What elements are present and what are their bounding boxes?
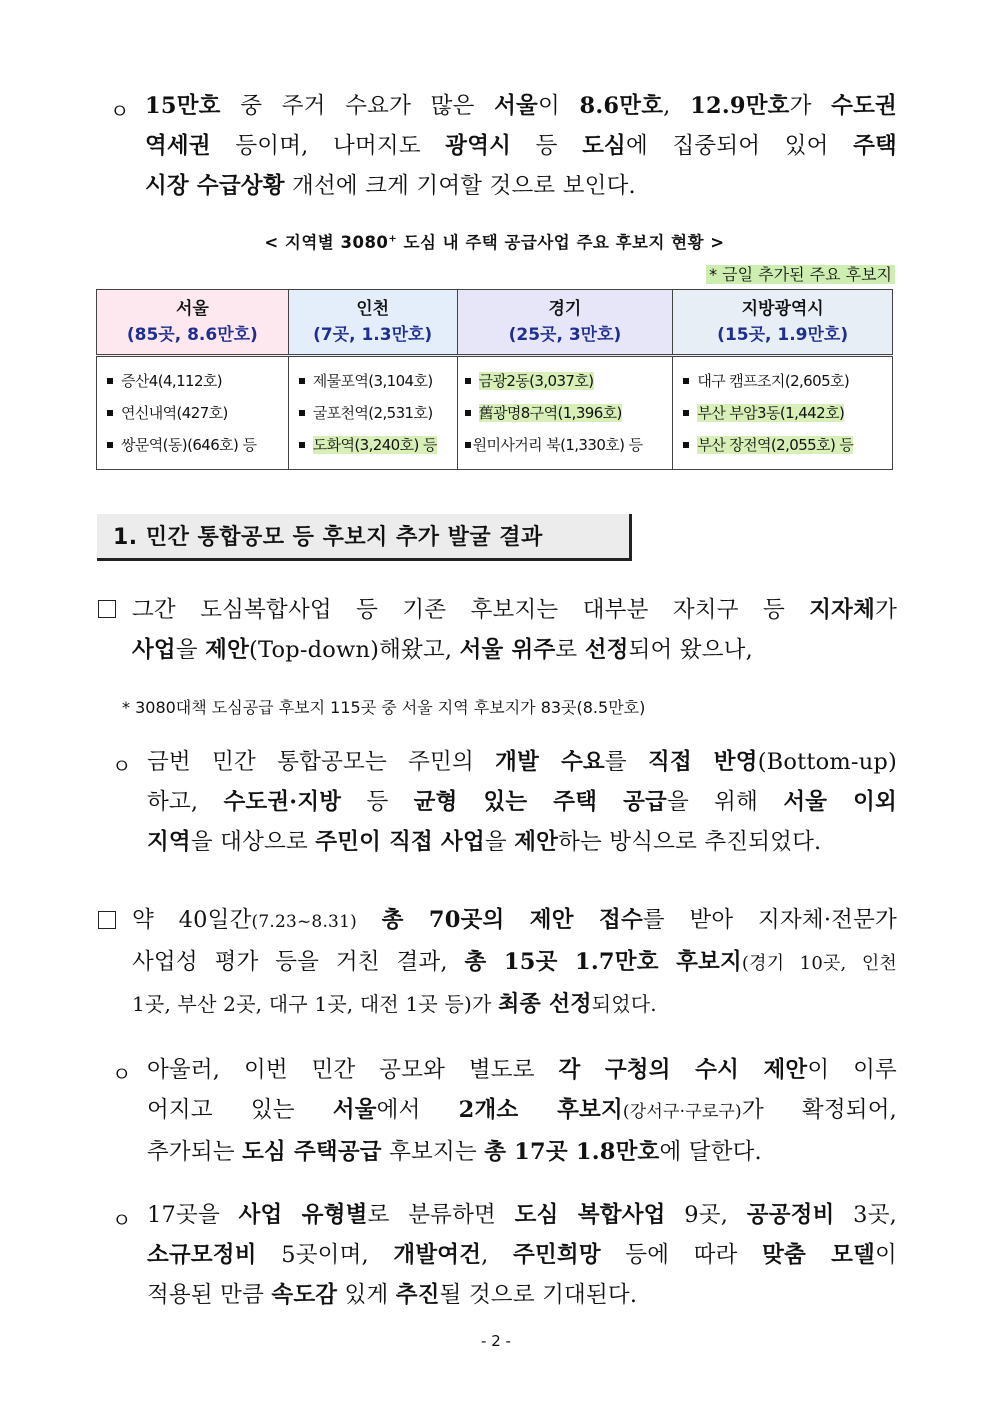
list-item: 쌍문역(동)(646호) 등	[105, 429, 288, 461]
p4-line-1: 아울러, 이번 민간 공모와 별도로 각 구청의 수시 제안이 이루	[147, 1057, 897, 1083]
p1-line-2: 사업을 제안(Top-down)해왔고, 서울 위주로 선정되어 왔으나,	[132, 637, 753, 663]
list-item: 금광2동(3,037호)	[463, 365, 673, 397]
cell-gyeonggi	[457, 356, 673, 470]
p2-line-2: 하고, 수도권·지방 등 균형 있는 주택 공급을 위해 서울 이외	[147, 789, 897, 815]
section-header	[97, 514, 632, 561]
cell-incheon	[288, 356, 457, 470]
cell-metro	[673, 356, 893, 470]
list-item: 대구 캠프조지(2,605호)	[681, 365, 892, 397]
region-table	[96, 289, 893, 470]
list-item: 굴포천역(2,531호)	[297, 397, 457, 429]
bullet-circle: ㅇ	[110, 99, 130, 123]
p4-line-2: 어지고 있는 서울에서 2개소 후보지(강서구·구로구)가 확정되어,	[147, 1097, 897, 1123]
header-gyeonggi: 경기 (25곳, 3만호)	[457, 290, 673, 356]
paragraph-3	[132, 900, 897, 1024]
p3-line-2: 사업성 평가 등을 거친 결과, 총 15곳 1.7만호 후보지(경기 10곳, 인천	[132, 949, 898, 975]
page-number: - 2 -	[481, 1332, 511, 1350]
table-row	[97, 356, 893, 470]
section-title: 1. 민간 통합공모 등 후보지 추가 발굴 결과	[113, 525, 543, 550]
paragraph-5	[147, 1195, 897, 1315]
list-item: 연신내역(427호)	[105, 397, 288, 429]
p5-line-3: 적용된 만큼 속도감 있게 추진될 것으로 기대된다.	[147, 1282, 638, 1308]
list-item: 제물포역(3,104호)	[297, 365, 457, 397]
p5-line-2: 소규모정비 5곳이며, 개발여건, 주민희망 등에 따라 맞춤 모델이	[147, 1242, 897, 1268]
header-metro: 지방광역시 (15곳, 1.9만호)	[673, 290, 893, 356]
list-item: 원미사거리 북(1,330호) 등	[463, 429, 673, 461]
cell-seoul	[97, 356, 289, 470]
p3-line-1: 약 40일간(7.23~8.31) 총 70곳의 제안 접수를 받아 지자체·전문가	[132, 907, 897, 933]
p1-line-1: 그간 도심복합사업 등 기존 후보지는 대부분 자치구 등 지자체가	[132, 597, 897, 623]
checkbox-bullet	[98, 911, 116, 929]
list-item: 부산 장전역(2,055호) 등	[681, 429, 892, 461]
list-item: 증산4(4,112호)	[105, 365, 288, 397]
table-title: < 지역별 3080+ 도심 내 주택 공급사업 주요 후보지 현황 >	[264, 233, 725, 252]
intro-line-2: 역세권 등이며, 나머지도 광역시 등 도심에 집중되어 있어 주택	[145, 133, 897, 159]
list-item: 부산 부암3동(1,442호)	[681, 397, 892, 429]
bullet-circle: ㅇ	[112, 1062, 132, 1086]
paragraph-1	[132, 590, 897, 670]
header-incheon: 인천 (7곳, 1.3만호)	[288, 290, 457, 356]
p2-line-3: 지역을 대상으로 주민이 직접 사업을 제안하는 방식으로 추진되었다.	[147, 829, 822, 855]
table-header-row	[97, 290, 893, 356]
bullet-circle: ㅇ	[112, 754, 132, 778]
paragraph-2	[147, 742, 897, 862]
intro-paragraph	[145, 86, 897, 206]
checkbox-bullet	[98, 600, 116, 618]
p2-line-1: 금번 민간 통합공모는 주민의 개발 수요를 직접 반영(Bottom-up)	[147, 749, 897, 775]
p5-line-1: 17곳을 사업 유형별로 분류하면 도심 복합사업 9곳, 공공정비 3곳,	[147, 1202, 897, 1228]
list-item: 도화역(3,240호) 등	[297, 429, 457, 461]
intro-line-1: 15만호 중 주거 수요가 많은 서울이 8.6만호, 12.9만호가 수도권	[145, 93, 897, 119]
footnote: * 3080대책 도심공급 후보지 115곳 중 서울 지역 후보지가 83곳(8.5만호)	[122, 698, 646, 717]
table-note: * 금일 추가된 주요 후보지	[706, 262, 895, 285]
p4-line-3: 추가되는 도심 주택공급 후보지는 총 17곳 1.8만호에 달한다.	[147, 1139, 762, 1165]
p3-line-3: 1곳, 부산 2곳, 대구 1곳, 대전 1곳 등)가 최종 선정되었다.	[132, 991, 657, 1017]
list-item: 舊광명8구역(1,396호)	[463, 397, 673, 429]
bullet-circle: ㅇ	[112, 1208, 132, 1232]
paragraph-4	[147, 1050, 897, 1172]
header-seoul: 서울 (85곳, 8.6만호)	[97, 290, 289, 356]
intro-line-3: 시장 수급상황 개선에 크게 기여할 것으로 보인다.	[145, 173, 636, 199]
